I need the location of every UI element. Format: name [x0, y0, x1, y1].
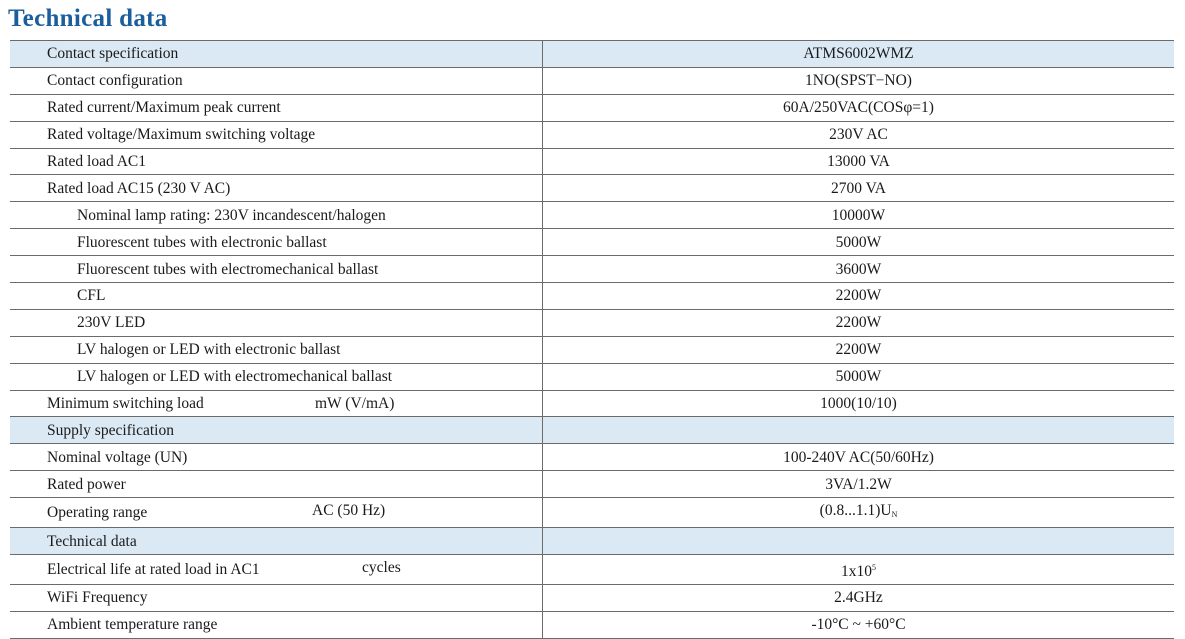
row-value: 100-240V AC(50/60Hz) [543, 444, 1175, 471]
row-label: LV halogen or LED with electromechanical ballast [10, 363, 543, 390]
row-label-cell [10, 555, 543, 585]
row-value: (0.8...1.1)U [819, 502, 892, 520]
row-value: 13000 VA [543, 148, 1175, 175]
table-row [10, 94, 1174, 121]
row-label: Fluorescent tubes with electronic ballast [10, 229, 543, 256]
table-row [10, 471, 1174, 498]
table-row [10, 283, 1174, 310]
row-value: 5000W [543, 229, 1175, 256]
row-value: 3600W [543, 256, 1175, 283]
table-row [10, 41, 1174, 68]
row-label: Nominal lamp rating: 230V incandescent/halogen [10, 202, 543, 229]
table-row [10, 175, 1174, 202]
table-row [10, 390, 1174, 417]
row-value: 2.4GHz [543, 585, 1175, 612]
row-value: 1NO(SPST−NO) [543, 67, 1175, 94]
table-row [10, 121, 1174, 148]
table-row [10, 444, 1174, 471]
row-value: 2200W [543, 309, 1175, 336]
row-value: 230V AC [543, 121, 1175, 148]
table-row [10, 148, 1174, 175]
section-label: Supply specification [10, 417, 543, 444]
table-row [10, 585, 1174, 612]
table-row [10, 309, 1174, 336]
row-unit: mW (V/mA) [315, 394, 395, 412]
row-label: Fluorescent tubes with electromechanical ballast [10, 256, 543, 283]
page-title: Technical data [8, 5, 168, 32]
technical-data-table [10, 40, 1174, 639]
row-label: Rated load AC15 (230 V AC) [10, 175, 543, 202]
row-unit: AC (50 Hz) [312, 502, 386, 520]
row-value: -10°C ~ +60°C [543, 611, 1175, 638]
table-row [10, 67, 1174, 94]
row-value: 2200W [543, 336, 1175, 363]
row-value: 60A/250VAC(COSφ=1) [543, 94, 1175, 121]
value-superscript: 5 [872, 563, 876, 573]
section-header-row [10, 528, 1174, 555]
table-row [10, 555, 1174, 585]
row-label: Rated current/Maximum peak current [10, 94, 543, 121]
row-label: Rated load AC1 [10, 148, 543, 175]
table-row [10, 202, 1174, 229]
row-label: WiFi Frequency [10, 585, 543, 612]
row-value: 5000W [543, 363, 1175, 390]
row-label: 230V LED [10, 309, 543, 336]
table-row [10, 336, 1174, 363]
row-label: Rated voltage/Maximum switching voltage [10, 121, 543, 148]
section-label: Technical data [10, 528, 543, 555]
row-label: LV halogen or LED with electronic ballast [10, 336, 543, 363]
row-value: 1000(10/10) [543, 390, 1175, 417]
row-value [543, 528, 1175, 555]
table-row [10, 256, 1174, 283]
table-row [10, 229, 1174, 256]
row-value: ATMS6002WMZ [543, 41, 1175, 68]
row-value-cell [543, 555, 1175, 585]
row-label: Contact configuration [10, 67, 543, 94]
row-label-cell [10, 498, 543, 528]
row-value [543, 417, 1175, 444]
row-label: Nominal voltage (UN) [10, 444, 543, 471]
row-value: 2700 VA [543, 175, 1175, 202]
value-subscript: N [891, 510, 898, 520]
row-value: 10000W [543, 202, 1175, 229]
row-value: 1x10 [841, 563, 872, 581]
row-label-cell [10, 390, 543, 417]
row-unit: cycles [362, 559, 401, 577]
table-row [10, 498, 1174, 528]
row-value-cell [543, 498, 1175, 528]
section-header-row [10, 417, 1174, 444]
row-label: Ambient temperature range [10, 611, 543, 638]
row-label: Contact specification [10, 41, 543, 68]
row-label: Operating range [47, 504, 148, 522]
table-row [10, 363, 1174, 390]
row-label: CFL [10, 283, 543, 310]
row-value: 3VA/1.2W [543, 471, 1175, 498]
row-value: 2200W [543, 283, 1175, 310]
row-label: Rated power [10, 471, 543, 498]
table-row [10, 611, 1174, 638]
row-label: Electrical life at rated load in AC1 [47, 561, 260, 579]
row-label: Minimum switching load [47, 395, 204, 413]
